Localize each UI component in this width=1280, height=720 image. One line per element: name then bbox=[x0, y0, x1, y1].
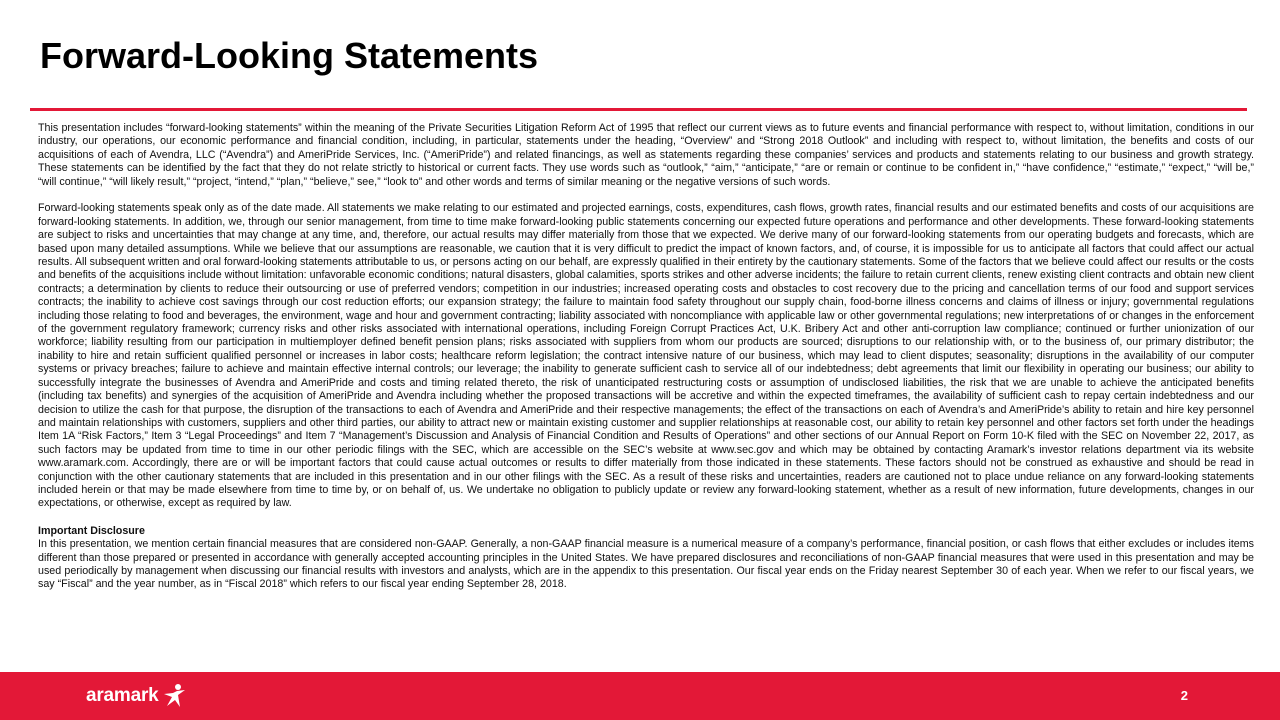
disclosure-heading: Important Disclosure bbox=[38, 525, 145, 538]
forward-looking-paragraph-1: This presentation includes “forward-looking statements” within the meaning of the Private Securities Litigation Reform Act of 1995 that reflect our current views as to future events and financial performance with respect to, without limitation, conditions in our industry, our operations, our economic performance and financial condition, including, in particular, statements under the heading, “Overview” and “Strong 2018 Outlook” and including with respect to, without limitation, the benefits and costs of our acquisitions of each of Avendra, LLC (“Avendra”) and AmeriPride Services, Inc. (“AmeriPride”) and related financings, as well as statements regarding these companies’ services and products and statements relating to our business and growth strategy. These statements can be identified by the fact that they do not relate strictly to historical or current facts. They use words such as “outlook,” “aim,” “anticipate,” “are or remain or continue to be confident in,” “have confidence,” “estimate,” “expect,” “will be,” “will continue,” “will likely result,” “project, “intend,” “plan,” “believe,” see,” “look to” and other words and terms of similar meaning or the negative versions of such words. bbox=[38, 122, 1254, 188]
slide-body bbox=[38, 122, 1254, 592]
page-number: 2 bbox=[1180, 688, 1188, 703]
aramark-logo bbox=[86, 680, 189, 712]
disclosure-paragraph: In this presentation, we mention certain financial measures that are considered non-GAAP. Generally, a non-GAAP financial measure is a numerical measure of a company’s performance, financial position, or cash flows that either excludes or includes items different than those prepared or presented in accordance with generally accepted accounting principles in the United States. We have prepared disclosures and reconciliations of non-GAAP financial measures that were used in this presentation and may be used periodically by management when discussing our financial results with investors and analysts, which are in the appendix to this presentation. Our fiscal year ends on the Friday nearest September 30 of each year. When we refer to our fiscal years, we say “Fiscal” and the year number, as in “Fiscal 2018” which refers to our fiscal year ending September 28, 2018. bbox=[38, 538, 1254, 591]
title-divider bbox=[30, 108, 1247, 111]
slide-title: Forward-Looking Statements bbox=[40, 35, 539, 76]
logo-wordmark: aramark bbox=[86, 685, 159, 706]
star-figure-icon bbox=[161, 682, 189, 710]
forward-looking-paragraph-2: Forward-looking statements speak only as of the date made. All statements we make relating to our estimated and projected earnings, costs, expenditures, cash flows, growth rates, financial results and our estimated benefits and costs of our acquisitions are forward-looking statements. In addition, we, through our senior management, from time to time make forward-looking public statements concerning our expected future operations and performance and other developments. These forward-looking statements are subject to risks and uncertainties that may change at any time, and, therefore, our actual results may differ materially from those that we expected. We derive many of our forward-looking statements from our operating budgets and forecasts, which are based upon many detailed assumptions. While we believe that our assumptions are reasonable, we caution that it is very difficult to predict the impact of known factors, and, of course, it is impossible for us to anticipate all factors that could affect our actual results. All subsequent written and oral forward-looking statements attributable to us, or persons acting on our behalf, are expressly qualified in their entirety by the cautionary statements. Some of the factors that we believe could affect our results or the costs and benefits of the acquisitions include without limitation: unfavorable economic conditions; natural disasters, global calamities, sports strikes and other adverse incidents; the failure to retain current clients, renew existing client contracts and obtain new client contracts; a determination by clients to reduce their outsourcing or use of preferred vendors; competition in our industries; increased operating costs and obstacles to cost recovery due to the pricing and cancellation terms of our food and support services contracts; the inability to achieve cost savings through our cost reduction efforts; our expansion strategy; the failure to maintain food safety throughout our supply chain, food-borne illness concerns and claims of illness or injury; governmental regulations including those relating to food and beverages, the environment, wage and hour and government contracting; liability associated with noncompliance with applicable law or other governmental regulations; new interpretations of or changes in the enforcement of the government regulatory framework; currency risks and other risks associated with international operations, including Foreign Corrupt Practices Act, U.K. Bribery Act and other anti-corruption law compliance; continued or further unionization of our workforce; liability resulting from our participation in multiemployer defined benefit pension plans; risks associated with suppliers from whom our products are sourced; disruptions to our relationship with, or to the business of, our primary distributor; the inability to hire and retain sufficient qualified personnel or increases in labor costs; healthcare reform legislation; the contract intensive nature of our business, which may lead to client disputes; seasonality; disruptions in the availability of our computer systems or privacy breaches; failure to achieve and maintain effective internal controls; our leverage; the inability to generate sufficient cash to service all of our indebtedness; debt agreements that limit our flexibility in operating our business; our ability to successfully integrate the businesses of Avendra and AmeriPride and costs and timing related thereto, the risk of unanticipated restructuring costs or assumption of undisclosed liabilities, the risk that we are unable to achieve the anticipated benefits (including tax benefits) and synergies of the acquisition of AmeriPride and Avendra including whether the proposed transactions will be accretive and within the expected timeframes, the availability of sufficient cash to repay certain indebtedness and our decision to utilize the cash for that purpose, the disruption of the transactions to each of Avendra and AmeriPride and their respective managements; the effect of the transactions on each of Avendra’s and AmeriPride’s ability to retain and hire key personnel and maintain relationships with customers, suppliers and other third parties, our ability to attract new or maintain existing customer and supplier relationships at reasonable cost, our ability to retain key personnel and other factors set forth under the headings Item 1A “Risk Factors,” Item 3 “Legal Proceedings” and Item 7 “Management’s Discussion and Analysis of Financial Condition and Results of Operations” and other sections of our Annual Report on Form 10-K filed with the SEC on November 22, 2017, as such factors may be updated from time to time in our other periodic filings with the SEC, which are accessible on the SEC’s website at www.sec.gov and which may be obtained by contacting Aramark’s investor relations department via its website www.aramark.com. Accordingly, there are or will be important factors that could cause actual outcomes or results to differ materially from those indicated in these statements. These factors should not be construed as exhaustive and should be read in conjunction with the other cautionary statements that are included in this presentation and in our other filings with the SEC. As a result of these risks and uncertainties, readers are cautioned not to place undue reliance on any forward-looking statements included herein or that may be made elsewhere from time to time by, or on behalf of, us. We undertake no obligation to publicly update or review any forward-looking statement, whether as a result of new information, future developments, changes in our expectations, or otherwise, except as required by law. bbox=[38, 202, 1254, 510]
footer-bar bbox=[0, 672, 1280, 720]
